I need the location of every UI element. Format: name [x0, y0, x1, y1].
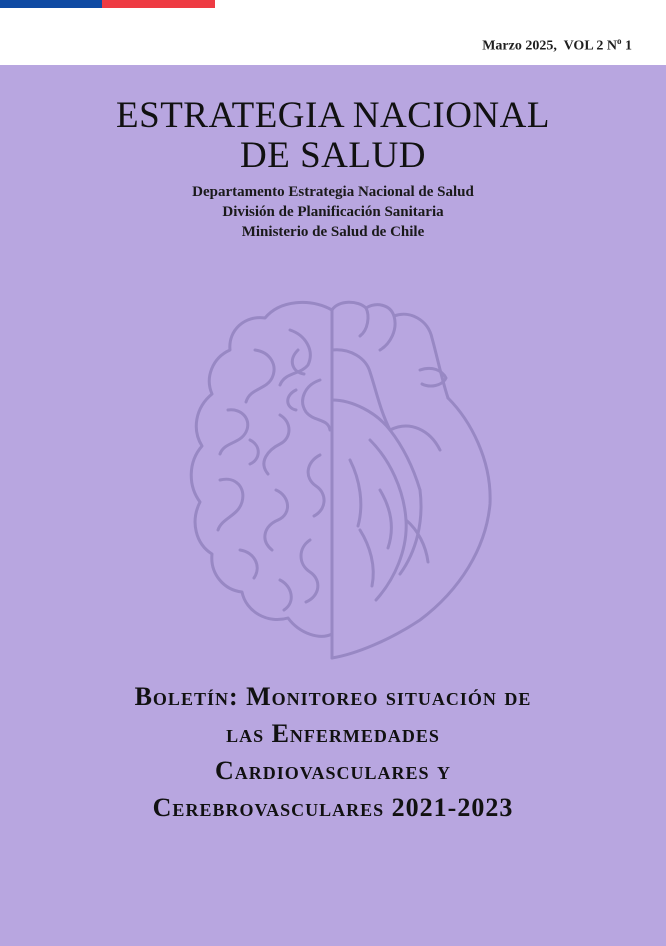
ministry-name: Ministerio de Salud de Chile: [241, 224, 425, 240]
chile-flag-bar: [0, 0, 215, 8]
issue-date: Marzo 2025,: [482, 38, 557, 54]
issue-number: 1: [625, 38, 632, 54]
page-title: [0, 96, 666, 176]
title-line-2: DE SALUD: [240, 135, 426, 176]
division-name: División de Planificación Sanitaria: [222, 204, 444, 220]
heart-half-icon: [332, 302, 490, 658]
issue-volume: VOL 2 N: [563, 38, 617, 54]
brain-half-icon: [191, 302, 332, 658]
bulletin-line-1: Boletín: Monitoreo situación de: [134, 682, 532, 711]
bulletin-line-3: Cardiovasculares y: [215, 756, 451, 785]
institution-block: [0, 182, 666, 242]
flag-blue-segment: [0, 0, 102, 8]
department-name: Departamento Estrategia Nacional de Salud: [192, 184, 474, 200]
brain-heart-icon: [180, 290, 500, 665]
issue-info: [482, 36, 632, 55]
bulletin-title: [0, 678, 666, 826]
bulletin-line-2: las Enfermedades: [226, 719, 440, 748]
flag-red-segment: [102, 0, 215, 8]
title-line-1: ESTRATEGIA NACIONAL: [116, 95, 550, 136]
issue-volume-sup: o: [617, 36, 622, 46]
bulletin-line-4: Cerebrovasculares 2021-2023: [152, 793, 514, 822]
